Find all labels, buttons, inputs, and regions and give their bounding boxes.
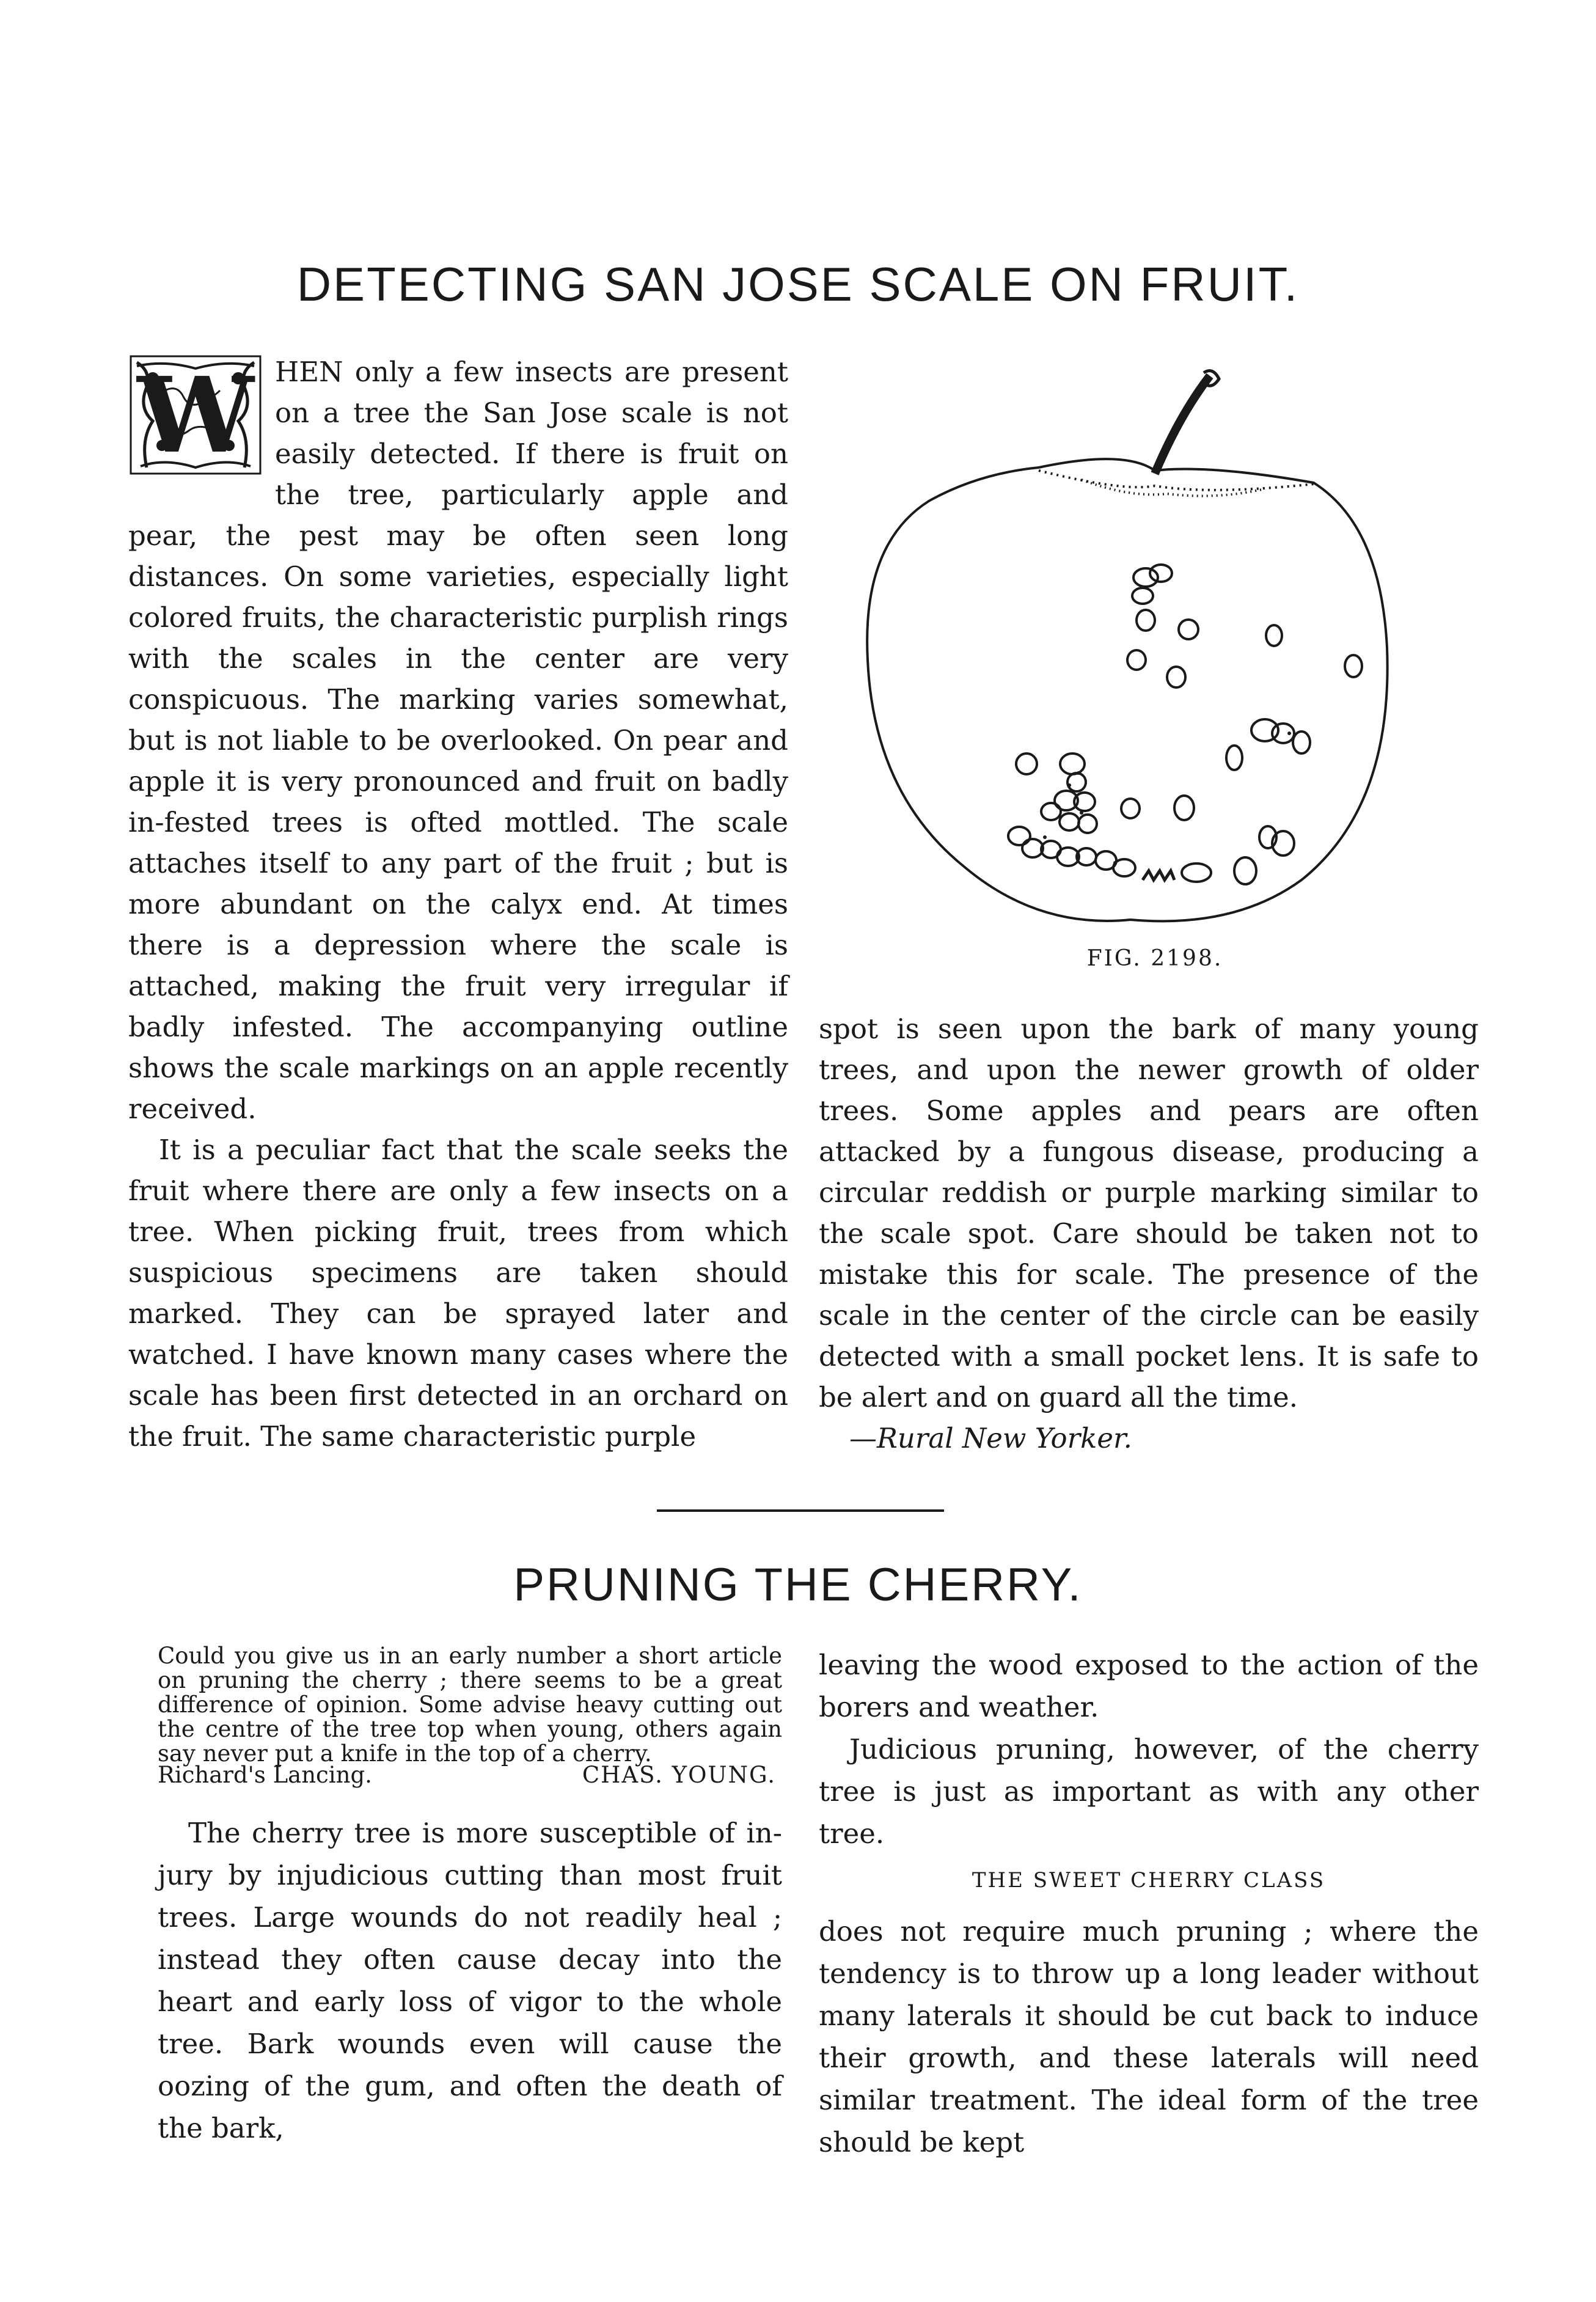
figure-caption: FIG. 2198. xyxy=(1086,946,1223,971)
letter-place: Richard's Lancing. xyxy=(158,1762,372,1788)
article1-source: —Rural New Yorker. xyxy=(849,1422,1132,1454)
letter-author: CHAS. YOUNG. xyxy=(582,1762,776,1788)
ornamental-dropcap-w xyxy=(128,354,263,476)
article-title-pruning-cherry: PRUNING THE CHERRY. xyxy=(513,1559,1083,1611)
article2-right-column xyxy=(819,1644,1479,2163)
article2-paragraph-3: Judicious pruning, however, of the cherry tree is just as important as with any other tree. xyxy=(819,1733,1479,1850)
article2-paragraph-4: does not require much pruning ; where the tendency is to throw up a long leader without many laterals it should be cut back to induce their growth, and these laterals will need similar treatment. The ideal form of the tree should be kept xyxy=(819,1915,1479,2158)
reader-letter xyxy=(158,1644,782,1766)
reader-letter-text: Could you give us in an early number a short article on pruning the cherry ; there seems to be a great difference of opinion. Some advise heavy cutting out the centre of the tree top when young, others again say never put a knife in the top of a cherry. xyxy=(158,1643,782,1767)
section-divider xyxy=(657,1509,944,1512)
article1-paragraph-2: It is a peculiar fact that the scale seeks the fruit where there are only a few insects on a tree. When picking fruit, trees from which suspicious specimens are taken should marked. They can be sprayed later and watched. I have known many cases where the scale has been first detected in an orchard on the fruit. The same characteristic purple xyxy=(128,1134,788,1453)
article1-right-column xyxy=(819,1008,1479,1459)
subheading-sweet-cherry: THE SWEET CHERRY CLASS xyxy=(972,1868,1326,1893)
article1-paragraph-1: HEN only a few insects are present on a tree the San Jose scale is not easily detected. If there is fruit on the tree, particularly apple and pear, the pest may be often seen long distances. On some varieties, especially light colored fruits, the characteristic purplish rings with the scales in the center are very conspicuous. The marking varies somewhat, but is not liable to be overlooked. On pear and apple it is very pronounced and fruit on badly in-fested trees is ofted mottled. The scale attaches itself to any part of the fruit ; but is more abundant on the calyx end. At times there is a depression where the scale is attached, making the fruit very irregular if badly infested. The accompanying outline shows the scale markings on an apple recently received. xyxy=(128,356,788,1125)
article1-left-column xyxy=(128,351,788,1457)
article2-paragraph-2: leaving the wood exposed to the action of the borers and weather. xyxy=(819,1649,1479,1723)
article1-paragraph-3: spot is seen upon the bark of many young trees, and upon the newer growth of older trees. Some apples and pears are often attacked by a fungous disease, producing a circular reddish or purple marking similar to the scale spot. Care should be taken not to mistake this for scale. The presence of the scale in the center of the circle can be easily detected with a small pocket lens. It is safe to be alert and on guard all the time. xyxy=(819,1013,1479,1413)
article2-left-column xyxy=(158,1812,782,2149)
article-title-san-jose-scale: DETECTING SAN JOSE SCALE ON FRUIT. xyxy=(296,257,1300,311)
article2-paragraph-1: The cherry tree is more susceptible of in-jury by injudicious cutting than most fruit trees. Large wounds do not readily heal ; instead they often cause decay into the heart and early loss of vigor to the whole tree. Bark wounds even will cause the oozing of the gum, and often the death of the bark, xyxy=(158,1817,782,2144)
dropcap-letter: W xyxy=(137,354,254,476)
apple-scale-illustration xyxy=(837,342,1411,947)
